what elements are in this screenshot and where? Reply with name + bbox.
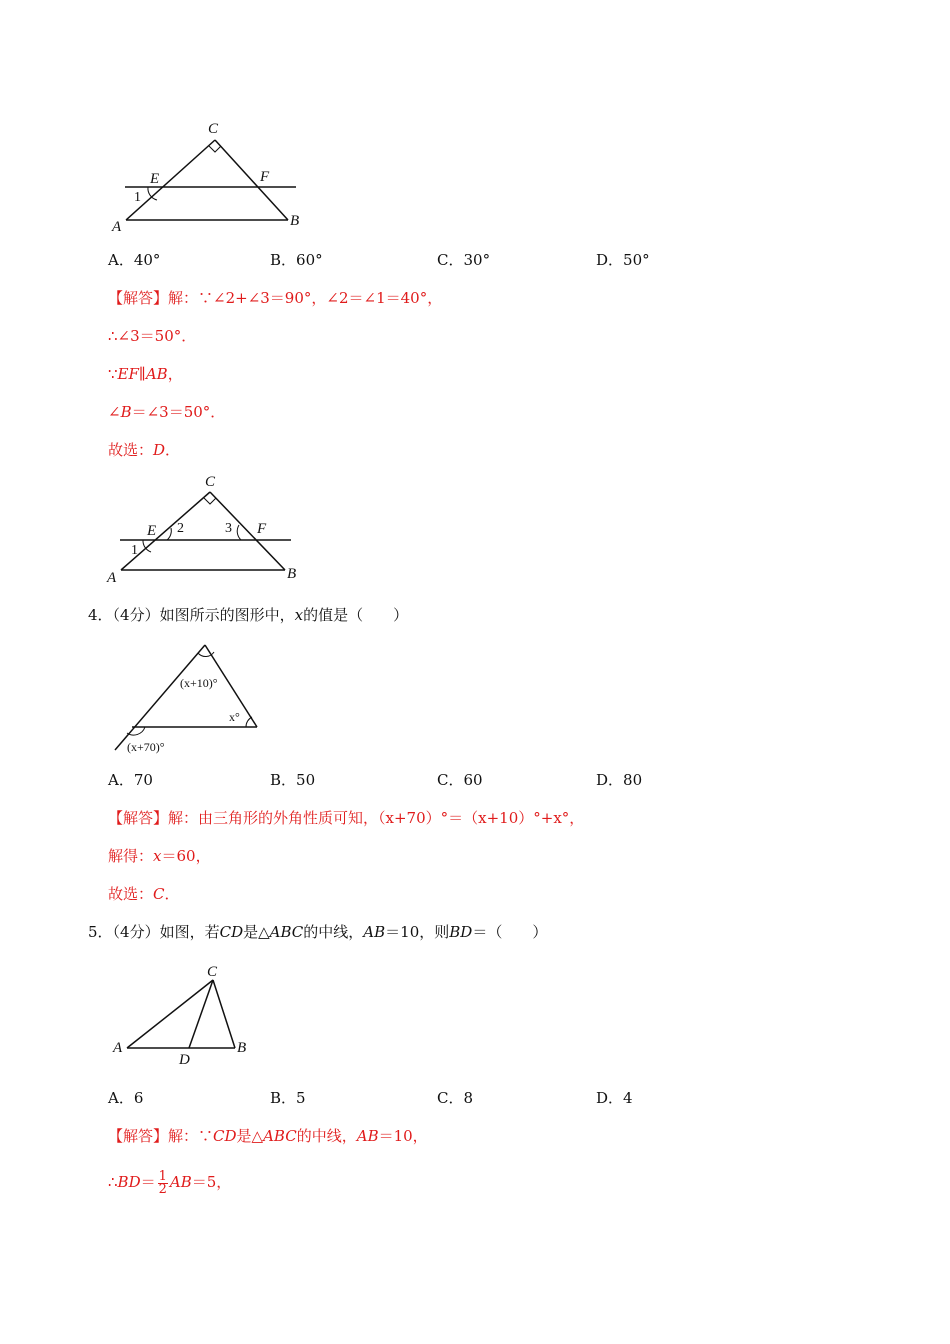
q4-option-a: A．70 bbox=[108, 771, 153, 789]
label-x-angle: x° bbox=[229, 710, 240, 724]
q4-answer-line-2: 解得：x＝60， bbox=[108, 847, 211, 865]
fraction-one-half: $\frac{1}{2}$ bbox=[158, 1168, 167, 1197]
label-angle-1: 1 bbox=[131, 543, 138, 558]
q3-option-c: C．30° bbox=[437, 251, 491, 269]
figure-4-triangle bbox=[105, 635, 275, 760]
label-b: B bbox=[237, 1040, 247, 1056]
q5-option-c: C．8 bbox=[437, 1089, 474, 1107]
label-b: B bbox=[290, 213, 300, 229]
q3-option-b: B．60° bbox=[270, 251, 323, 269]
label-c: C bbox=[205, 474, 216, 490]
q5-answer-line-2: ∴BD＝ $\frac{1}{2}$ AB＝5， bbox=[108, 1168, 232, 1197]
q3-answer-line-2: ∴∠3＝50°． bbox=[108, 327, 197, 345]
q3-answer-line-3: ∵EF∥AB， bbox=[108, 365, 183, 383]
q5-option-b: B．5 bbox=[270, 1089, 306, 1107]
q5-option-d: D．4 bbox=[596, 1089, 633, 1107]
figure-5-triangle bbox=[105, 960, 265, 1070]
q4-option-c: C．60 bbox=[437, 771, 483, 789]
label-b: B bbox=[287, 566, 297, 582]
label-d: D bbox=[179, 1052, 190, 1068]
label-e: E bbox=[150, 171, 160, 187]
q5-option-a: A．6 bbox=[108, 1089, 144, 1107]
q3-answer-line-1: 【解答】解：∵∠2+∠3＝90°，∠2＝∠1＝40°， bbox=[108, 289, 443, 307]
label-angle-2: 2 bbox=[177, 521, 184, 536]
figure-1-triangle bbox=[100, 115, 320, 240]
q3-answer-line-5: 故选：D． bbox=[108, 441, 181, 459]
label-a: A bbox=[113, 1040, 123, 1056]
label-f: F bbox=[260, 169, 270, 185]
q5-answer-line-1: 【解答】解：∵CD是△ABC的中线，AB＝10， bbox=[108, 1127, 428, 1145]
q5-stem: 5．（4分）如图，若CD是△ABC的中线，AB＝10，则BD＝（ ） bbox=[88, 923, 548, 941]
label-e: E bbox=[147, 523, 157, 539]
q4-option-d: D．80 bbox=[596, 771, 643, 789]
label-top-angle: (x+10)° bbox=[180, 676, 218, 690]
q4-answer-line-3: 故选：C． bbox=[108, 885, 180, 903]
label-angle-3: 3 bbox=[225, 521, 232, 536]
label-c: C bbox=[207, 964, 218, 980]
q3-option-a: A．40° bbox=[108, 251, 161, 269]
label-exterior-angle: (x+70)° bbox=[127, 740, 165, 754]
label-c: C bbox=[208, 121, 219, 137]
q4-option-b: B．50 bbox=[270, 771, 316, 789]
label-a: A bbox=[107, 570, 117, 586]
q3-answer-line-4: ∠B＝∠3＝50°． bbox=[108, 403, 226, 421]
label-a: A bbox=[112, 219, 122, 235]
q4-stem: 4．（4分）如图所示的图形中，x的值是（ ） bbox=[88, 606, 409, 624]
q4-answer-line-1: 【解答】解：由三角形的外角性质可知，（x+70）°＝（x+10）°+x°， bbox=[108, 809, 585, 827]
q3-option-d: D．50° bbox=[596, 251, 650, 269]
label-f: F bbox=[257, 521, 267, 537]
label-angle-1: 1 bbox=[134, 190, 141, 205]
figure-2-triangle bbox=[95, 470, 335, 590]
